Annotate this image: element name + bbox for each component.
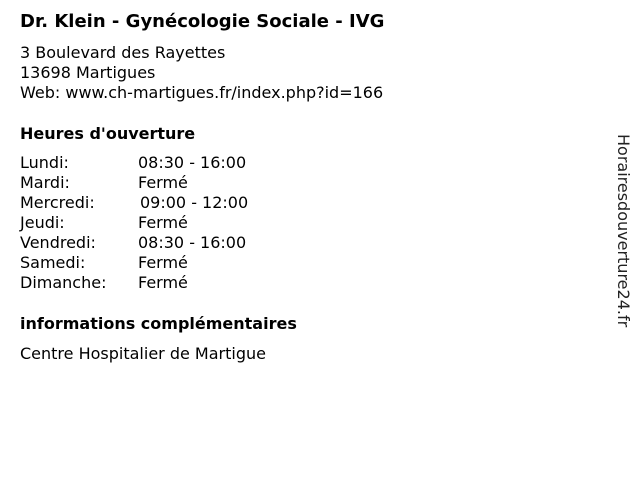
hours-time: Fermé [138, 213, 188, 232]
hours-time: 09:00 - 12:00 [140, 193, 249, 212]
hours-time: Fermé [138, 253, 188, 272]
hours-row-dimanche [20, 273, 380, 293]
hours-day: Mardi: [20, 173, 70, 192]
hours-row-jeudi [20, 213, 380, 233]
info-heading: informations complémentaires [20, 314, 297, 333]
hours-day: Lundi: [20, 153, 69, 172]
info-text: Centre Hospitalier de Martigue [20, 344, 266, 363]
hours-day: Dimanche: [20, 273, 107, 292]
address-web: Web: www.ch-martigues.fr/index.php?id=166 [20, 83, 384, 102]
hours-heading: Heures d'ouverture [20, 124, 196, 143]
hours-row-vendredi [20, 233, 380, 253]
hours-day: Vendredi: [20, 233, 96, 252]
address-street: 3 Boulevard des Rayettes [20, 43, 226, 62]
hours-time: Fermé [138, 173, 188, 192]
hours-time: 08:30 - 16:00 [138, 153, 247, 172]
address-city: 13698 Martigues [20, 63, 156, 82]
hours-table [20, 153, 380, 293]
hours-row-samedi [20, 253, 380, 273]
address-block [20, 43, 383, 103]
hours-row-mardi [20, 173, 380, 193]
hours-day: Jeudi: [20, 213, 65, 232]
hours-time: Fermé [138, 273, 188, 292]
hours-row-mercredi [20, 193, 380, 213]
hours-time: 08:30 - 16:00 [138, 233, 247, 252]
page-title: Dr. Klein - Gynécologie Sociale - IVG [20, 11, 385, 32]
hours-day: Mercredi: [20, 193, 95, 212]
hours-row-lundi [20, 153, 380, 173]
hours-day: Samedi: [20, 253, 86, 272]
site-watermark: Horairesdouverture24.fr [614, 134, 633, 328]
